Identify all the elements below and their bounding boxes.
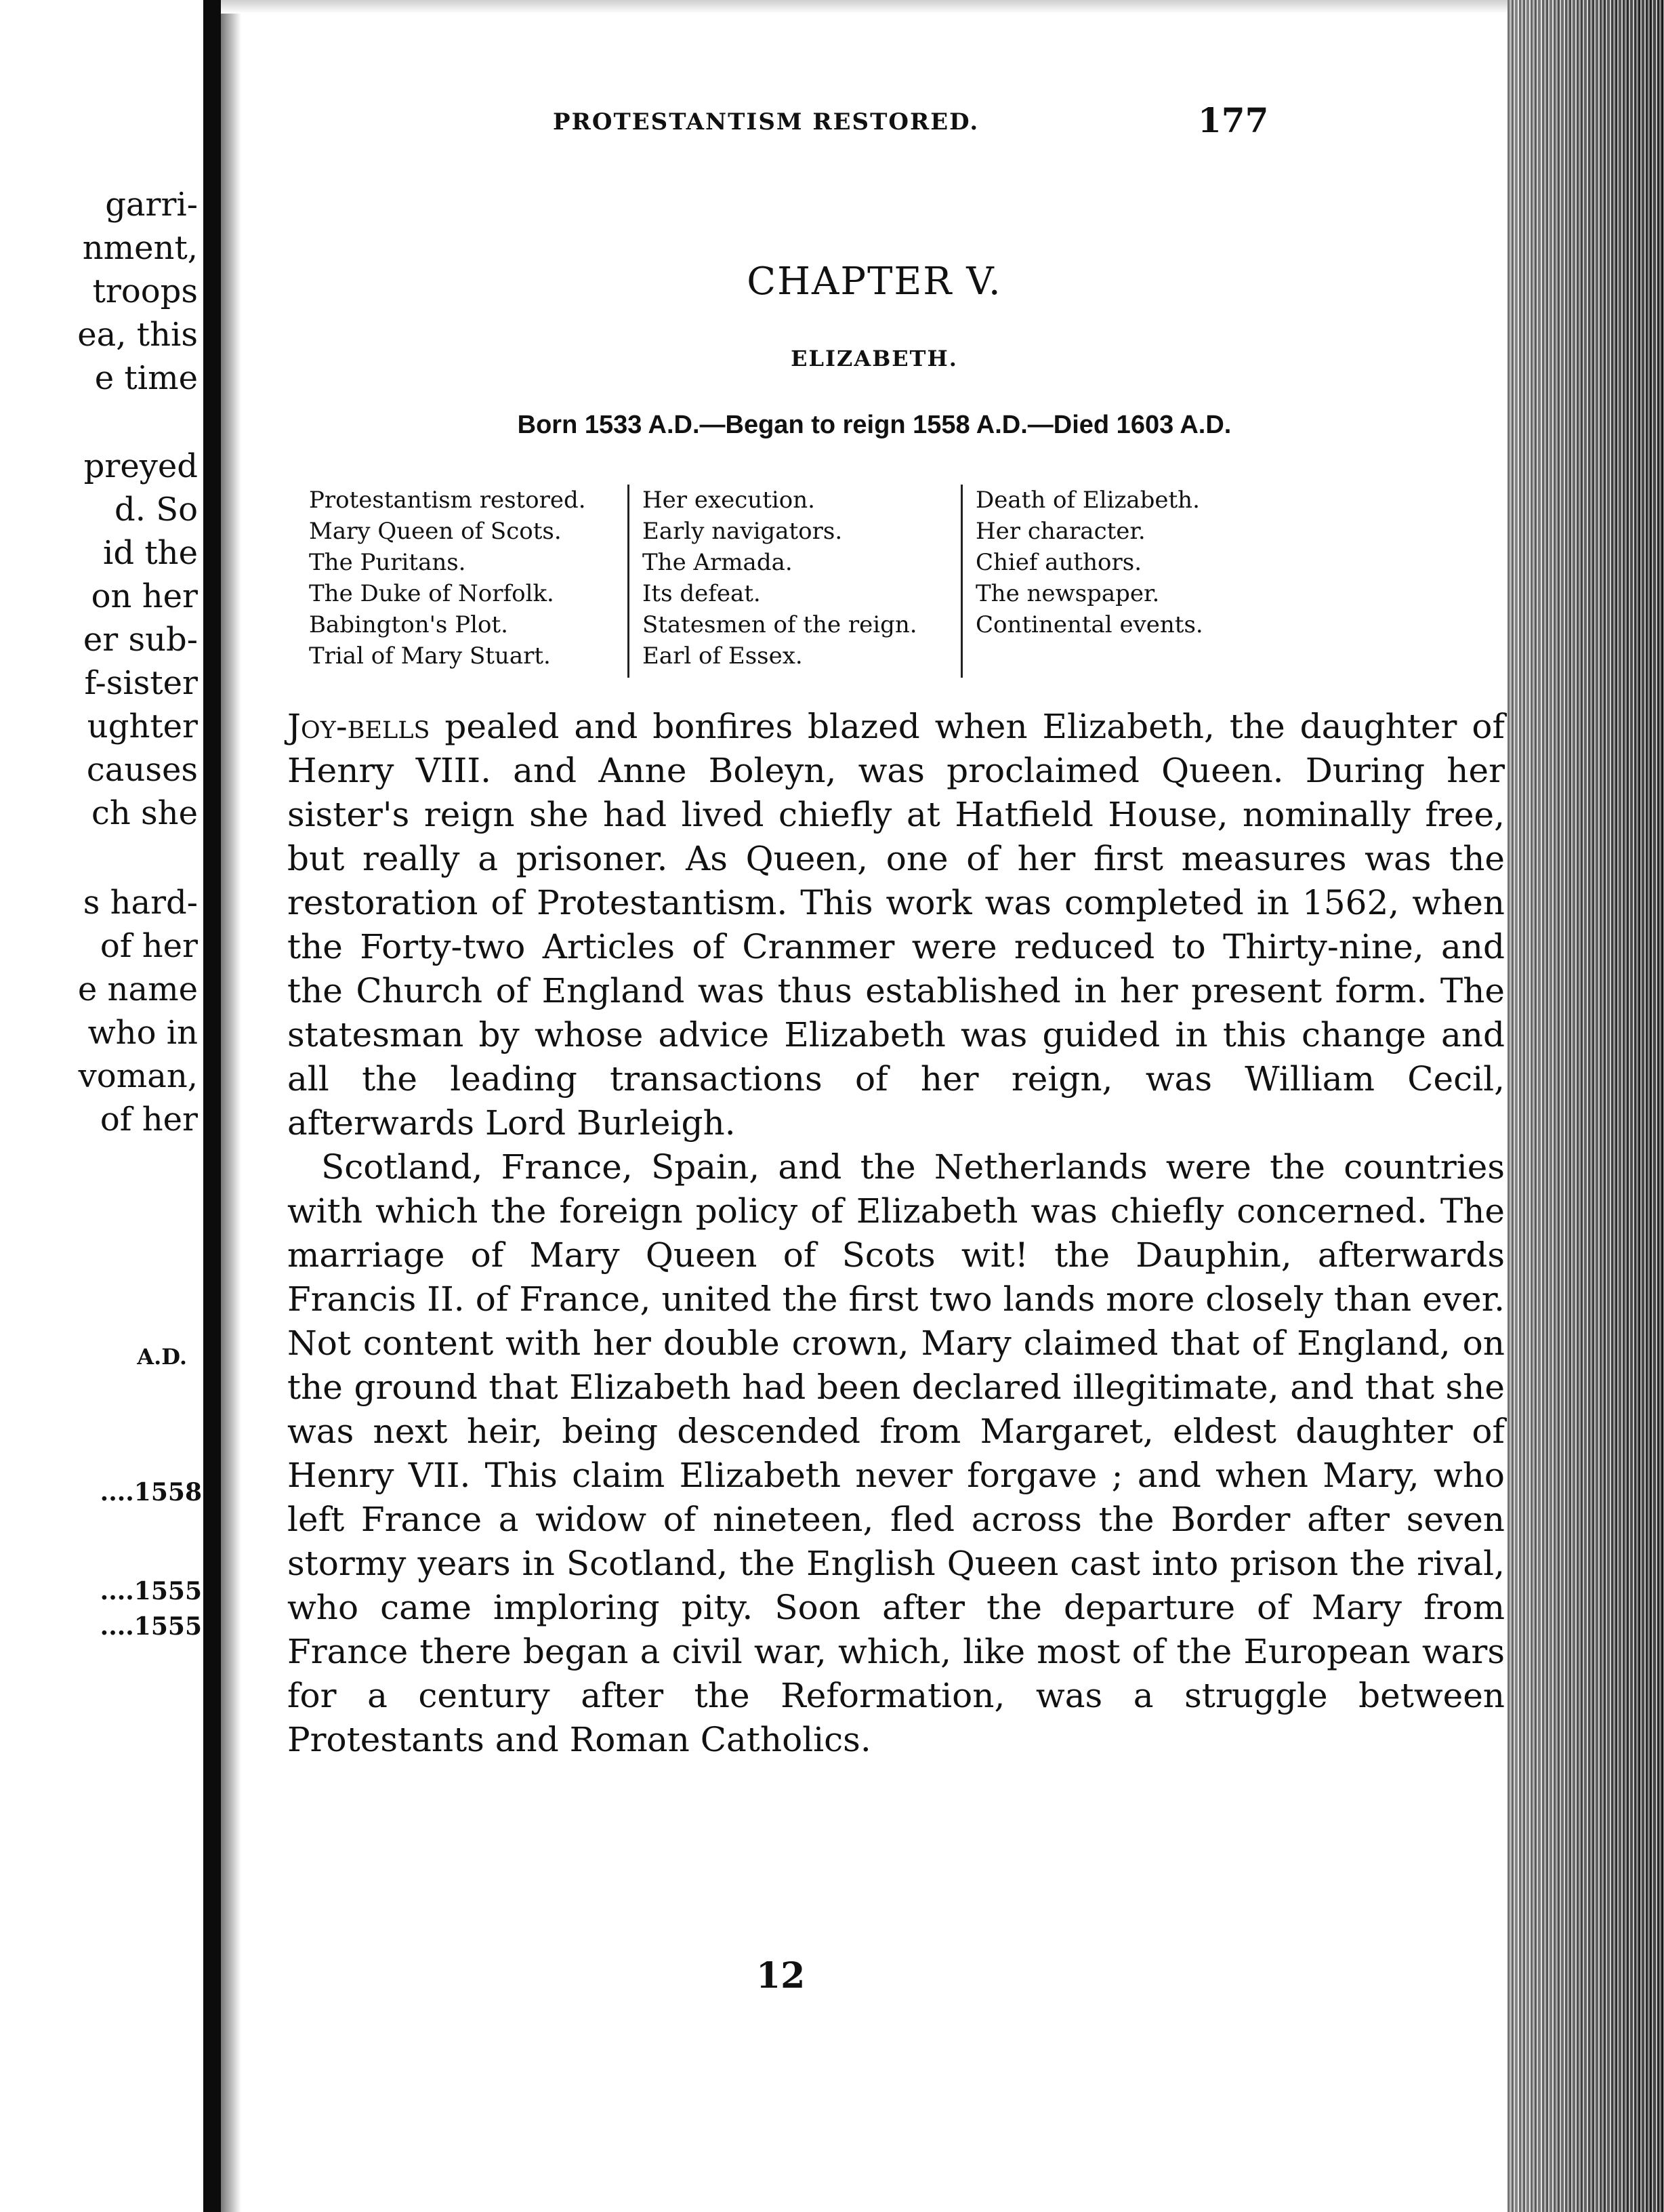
left-line: of her — [100, 1101, 198, 1139]
contents-item: The Puritans. — [309, 549, 466, 576]
contents-item: Its defeat. — [642, 580, 761, 607]
left-line: e time — [94, 359, 198, 397]
column-divider — [961, 485, 963, 678]
left-line: preyed — [83, 447, 198, 485]
left-ad-label: A.D. — [137, 1344, 187, 1370]
chapter-subtitle: ELIZABETH. — [791, 346, 958, 371]
reign-dates: Born 1533 A.D.—Began to reign 1558 A.D.—Died 1603 A.D. — [517, 411, 1232, 439]
left-line: d. So — [114, 491, 198, 529]
contents-column-3 — [976, 485, 1203, 640]
chapter-title: CHAPTER V. — [747, 260, 1002, 304]
left-line: troops — [92, 272, 198, 310]
chapter-contents — [309, 485, 1461, 681]
running-head: PROTESTANTISM RESTORED. — [553, 108, 980, 136]
gutter-shadow — [221, 0, 241, 2212]
book-gutter — [203, 0, 221, 2212]
contents-item: Mary Queen of Scots. — [309, 518, 562, 545]
left-line: er sub- — [83, 621, 198, 659]
contents-item: Death of Elizabeth. — [976, 487, 1200, 514]
opening-small-caps: Joy-bells — [287, 707, 430, 746]
left-line: ch she — [91, 794, 198, 832]
book-page — [241, 0, 1507, 2212]
paragraph-1 — [287, 705, 1505, 1145]
left-line: f-sister — [84, 664, 198, 702]
left-line: s hard- — [83, 884, 198, 922]
paragraph-1-text: pealed and bonfires blazed when Elizabeth, the daughter of Henry VIII. and Anne Boleyn, was proclaimed Queen. During her sister's reign she had lived chiefly at Hatfield House, nominally free, but really a prisoner. As Queen, one of her first measures was the restoration of Protestantism. This work was completed in 1562, when the Forty-two Articles of Cranmer were reduced to Thirty-nine, and the Church of England was thus established in her present form. The statesman by whose advice Elizabeth was guided in this change and all the leading transactions of her reign, was William Cecil, afterwards Lord Burleigh. — [287, 707, 1505, 1143]
contents-item: Her character. — [976, 518, 1146, 545]
contents-item: Statesmen of the reign. — [642, 611, 917, 638]
left-line: ughter — [87, 708, 198, 745]
contents-column-2 — [642, 485, 917, 672]
page-edges — [1507, 0, 1664, 2212]
contents-item: The Armada. — [642, 549, 793, 576]
left-line: voman, — [78, 1057, 198, 1095]
left-line: id the — [103, 534, 198, 572]
signature-folio: 12 — [756, 1955, 806, 1996]
column-divider — [627, 485, 629, 678]
left-line: who in — [87, 1014, 198, 1052]
contents-item: Protestantism restored. — [309, 487, 586, 514]
contents-item: Chief authors. — [976, 549, 1142, 576]
left-line: e name — [77, 970, 198, 1008]
contents-column-1 — [309, 485, 586, 672]
contents-item: The Duke of Norfolk. — [309, 580, 554, 607]
page-number: 177 — [1198, 100, 1269, 140]
left-date: ....1558 — [100, 1478, 202, 1507]
left-line: of her — [100, 927, 198, 965]
left-line: causes — [86, 751, 198, 789]
contents-item: The newspaper. — [976, 580, 1160, 607]
left-line: nment, — [82, 229, 198, 267]
contents-item: Earl of Essex. — [642, 642, 803, 670]
left-line: ea, this — [77, 316, 198, 354]
left-line: garri- — [105, 186, 198, 224]
left-page-fragment — [0, 0, 203, 2212]
contents-item: Early navigators. — [642, 518, 843, 545]
body-text — [287, 705, 1505, 1762]
left-date: ....1555 — [100, 1612, 202, 1641]
contents-item: Her execution. — [642, 487, 815, 514]
left-line: on her — [91, 577, 198, 615]
contents-item: Continental events. — [976, 611, 1203, 638]
contents-item: Babington's Plot. — [309, 611, 508, 638]
left-date: ....1555 — [100, 1577, 202, 1605]
contents-item: Trial of Mary Stuart. — [309, 642, 551, 670]
paragraph-2: Scotland, France, Spain, and the Netherlands were the countries with which the foreign policy of Elizabeth was chiefly concerned. The marriage of Mary Queen of Scots wit! the Dauphin, afterwards Francis II. of France, united the first two lands more closely than ever. Not content with her double crown, Mary claimed that of England, on the ground that Elizabeth had been declared illegitimate, and that she was next heir, being descended from Margaret, eldest daughter of Henry VII. This claim Elizabeth never forgave ; and when Mary, who left France a widow of nineteen, fled across the Border after seven stormy years in Scotland, the English Queen cast into prison the rival, who came imploring pity. Soon after the departure of Mary from France there began a civil war, which, like most of the European wars for a century after the Reformation, was a struggle between Protestants and Roman Catholics. — [287, 1147, 1505, 1759]
